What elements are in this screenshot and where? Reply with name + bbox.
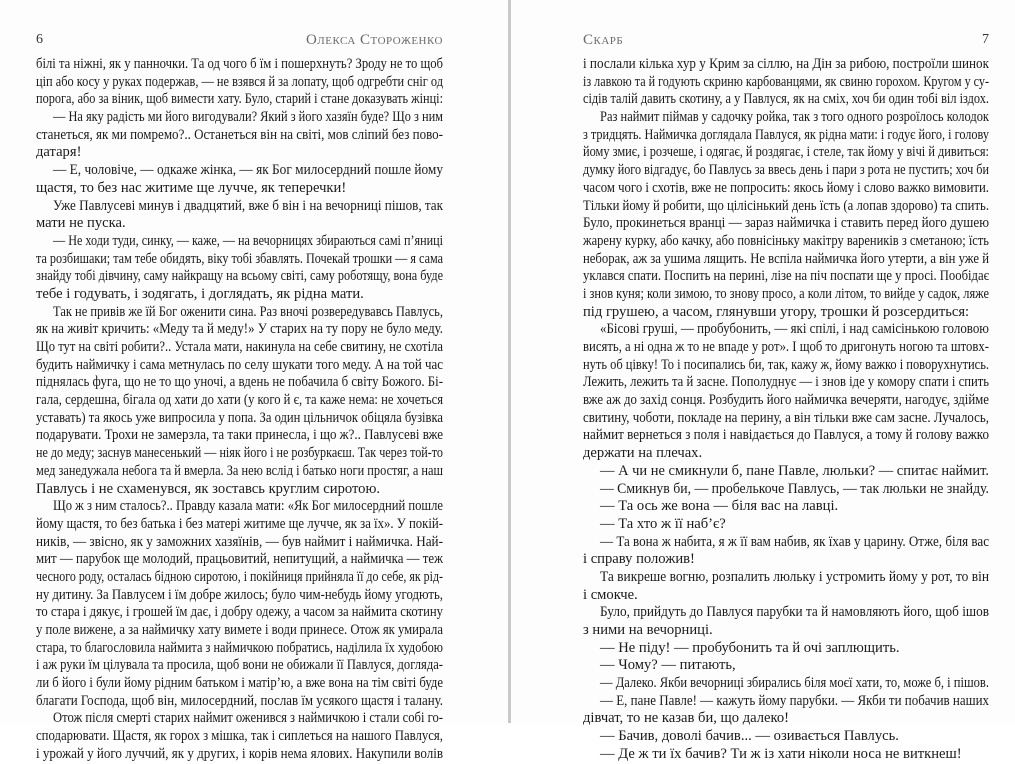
text-line: благати Господа, щоб він, милосердний, послав їм усякого щастя і талану. — [36, 692, 443, 709]
text-line: станеться, як ми помремо?.. Останеться він на світі, мов сліпий без пово- — [36, 126, 443, 143]
text-line: мит — парубок ще молодий, працьовитий, непитущий, а наймичка — теж — [36, 551, 443, 568]
text-line: Було, прокинеться вранці — зараз наймичка і ставить перед його душею — [583, 215, 989, 232]
text-line: під грушею, а часом, глянувши угору, трошки й розсердиться: — [583, 303, 970, 320]
story-title: Скарб — [583, 32, 624, 48]
text-line: — Бачив, доволі бачив... — озивається Павлусь. — [600, 728, 899, 745]
text-line: висять, а ні одна ж то не впаде у рот». І щоб то дригонуть ногою та штовх- — [583, 339, 989, 355]
text-line: сідів талій давить скотину, а у Павлуся, як на сміх, хоч би один тобі віл іздох. — [583, 91, 989, 108]
text-line: і знов куня; коли зимою, то знову просо, а коли літом, то вийде у садок, ляже — [583, 285, 989, 302]
text-line: і урожай у його луччий, як у других, і корів нема ялових. Накупили волів — [36, 745, 443, 762]
text-line: Отож після смерті старих наймит оженився з наймичкою і стали собі го- — [53, 710, 443, 727]
text-line: — Е, чоловіче, — одкаже жінка, — як Бог милосердний пошле йому — [53, 162, 443, 179]
text-line: Тільки йому й робити, що цілісінький день їсть (а лопав здорово) та спить. — [583, 197, 989, 214]
text-line: уклався спати. Поспить на перині, лізе на піч поспати ще у просі. Пообідає — [583, 268, 989, 285]
text-line: — Далеко. Якби вечорниці збирались біля моєї хати, то, може б, і пішов. — [600, 675, 989, 692]
text-line: держати на плечах. — [583, 445, 703, 462]
body-text-right — [583, 56, 989, 764]
text-line: стара, то благословила наймита з наймичкою побратись, наділила їх худобою — [36, 639, 443, 656]
text-line: — А чи не смикнули б, пане Павле, люльки? — спитає наймит. — [600, 462, 989, 479]
text-line: «Бісові груші, — пробубонить, — які спілі, і над самісінькою головою — [600, 321, 989, 338]
text-line: то стара і дякує, і грошей їм дає, і добру одежу, а часом за наймита скотину — [36, 604, 443, 621]
text-line: наймит вернеться з поля і навідається до Павлуся, а тому й голову важко — [583, 427, 989, 444]
text-line: жарену курку, або качку, або повнісіньку макітру вареників з сметаною; їсть — [583, 232, 989, 249]
text-line: — Та ось же вона — біля вас на лавці. — [600, 498, 839, 515]
text-line: з тридцять. Наймичка доглядала Павлуся, як рідна мати: і годує його, і голову — [583, 126, 989, 143]
text-line: ників, — звісно, як у заможних хазяїнів, — був наймит і наймичка. Най- — [36, 533, 443, 550]
text-line: мати не пуска. — [36, 215, 126, 232]
text-line: — Е, пане Павле! — кажуть йому парубки. — Якби ти побачив наших — [600, 692, 989, 709]
text-line: Так не привів же їй Бог оженити сина. Раз вночі розвередувавсь Павлусь, — [53, 303, 443, 320]
text-line: Було, прийдуть до Павлуся парубки та й намовляють його, щоб ішов — [600, 604, 989, 621]
text-line: будить наймичку і сама метнулась по селу шукати того меду. А на той час — [36, 356, 443, 373]
text-line: — Не піду! — пробубонить та й очі заплющить. — [600, 639, 900, 656]
text-line: датаря! — [36, 144, 82, 161]
text-line: піднялась фуга, що не то що уночі, а вдень не побачила б світу Божого. Бі- — [36, 374, 443, 391]
text-line: у поле вижене, а за наймичку хату вимете і води принесе. Отож як умирала — [36, 622, 443, 638]
text-line: знайду тобі дівчину, саму найкращу на всьому світі, саму роботящу, вона буде — [36, 268, 443, 285]
text-line: і послали кілька хур у Крим за сіллю, на Дін за рибою, построїли шинок — [583, 56, 989, 72]
text-line: йому щастя, то без батька і без матері житиме ще лучче, як за їх». У покій- — [36, 515, 443, 532]
text-line: та розбишаки; там тебе обидять, віку тобі збавлять. Почекай трошки — я сама — [36, 250, 443, 267]
body-text-left — [36, 56, 443, 764]
text-line: Що тут на світі робити?.. Устала мати, накинула на себе свитину, не схотіла — [36, 339, 443, 355]
text-line: і справу положив! — [583, 551, 695, 568]
right-page — [511, 0, 1015, 762]
text-line: із лавкою та й годують скриню карбованцями, як свиню горохом. Кругом у су- — [583, 73, 989, 90]
running-head-right — [583, 31, 989, 49]
text-line: свитину, чоботи, покладе на перину, а він тільки вже сам засне. Лучалось, — [583, 409, 989, 426]
text-line: — Де ж ти їх бачив? Ти ж із хати ніколи носа не виткнеш! — [600, 745, 962, 762]
text-line: нуть об цівку! То і посипались би, так, кажу ж, йому важко і поворухнутись. — [583, 356, 989, 373]
text-line: порога, або за віник, щоб вимести хату. Було, старий і стане доказувать жінці: — [36, 91, 443, 108]
text-line: ціп або косу у руках подержав, — не взявся й за лопату, щоб одгребти сніг од — [36, 73, 443, 90]
text-line: гала, сердешна, бігала од хати до хати (у кого й є, та каже нема: не хочеться — [36, 392, 443, 409]
text-line: чесного роду, осталась бідною сиротою, і покійниця прийняла її до себе, як рід- — [36, 568, 443, 585]
text-line: подарувати. Трохи не замерзла, та таки принесла, і що ж?.. Павлусеві вже — [36, 427, 443, 444]
text-line: ли б його і були йому рідним батьком і матір’ю, а вже вона на тім світі буде — [36, 675, 443, 692]
text-line: з ними на вечорниці. — [583, 622, 713, 638]
text-line: і смокче. — [583, 586, 638, 603]
text-line: мед занедужала небога та й вмерла. За нею вслід і батько ноги простяг, а наш — [36, 462, 443, 479]
text-line: дівчат, то не казав би, що далеко! — [583, 710, 790, 727]
text-line: як на живіт кричить: «Меду та й меду!» У старих на ту пору не було меду. — [36, 321, 443, 338]
left-page — [0, 0, 508, 762]
text-line: щастя, то без нас житиме ще лучче, як теперечки! — [36, 179, 347, 196]
text-line: часом чого і схотів, вже не попросить: якось йому і слово важко вимовити. — [583, 179, 989, 196]
text-line: Уже Павлусеві минув і двадцятий, вже б він і на вечорниці пішов, так — [53, 197, 443, 214]
text-line: — Та вона ж набита, я ж її вам набив, як їхав у царину. Отже, біля вас — [600, 533, 989, 550]
running-head-left — [36, 31, 443, 49]
text-line: неборак, аж за ушима лящить. Не вспіла наймичка його утерти, а він уже й — [583, 250, 989, 267]
text-line: вже аж до захід сонця. Розбудить його наймичка вечеряти, нагодує, здійме — [583, 392, 989, 409]
text-line: тебе і годувать, і зодягать, і доглядать, як рідна мати. — [36, 285, 364, 302]
text-line: Та викреше вогню, розпалить люльку і устромить йому у рот, то він — [600, 568, 989, 585]
text-line: ну дитину. За Павлусем і їм добре жилось; було чим-небудь йому угодють, — [36, 586, 443, 603]
page-number: 7 — [982, 32, 989, 47]
text-line: Що ж з ним сталось?.. Правду казала мати: «Як Бог милосердний пошле — [53, 498, 443, 515]
text-line: — Чому? — питають, — [600, 657, 736, 674]
text-line: думку його відгадує, бо Павлусь за ввесь день і пари з рота не пустить; хоч би — [583, 162, 989, 179]
text-line: уставать) та якось уже випросила у попа. За один цільничок обіцяла бузівка — [36, 409, 443, 426]
text-line: Павлусь і не схаменувся, як зоставсь круглим сиротою. — [36, 480, 381, 497]
text-line: йому змиє, і розчеше, і одягає, й роздягає, і стеле, так йому у вічі й дивиться: — [583, 144, 989, 161]
text-line: не до меду; заснув манесенький — ніяк його і не розбуркаєш. Так через той-то — [36, 445, 443, 462]
text-line: — Смикнув би, — пробелькоче Павлусь, — так люльки не знайду. — [600, 480, 989, 497]
text-line: — Та хто ж її наб’є? — [600, 515, 726, 532]
text-line: — На яку радість ми його вигодували? Який з його хазяїн буде? Що з ним — [53, 109, 443, 126]
text-line: білі та ніжні, як у панночки. Та од чого б їм і пошерхнуть? Зроду не то щоб — [36, 56, 443, 72]
author-name: Олекса Стороженко — [305, 32, 443, 48]
text-line: Лежить, лежить та й засне. Пополуднує — і знов іде у комору спати і спить — [583, 374, 989, 391]
text-line: Раз наймит піймав у садочку ройка, так з того одного розроїлось колодок — [600, 109, 989, 126]
text-line: — Не ходи туди, синку, — каже, — на вечорницях збираються самі п’яниці — [53, 232, 443, 249]
page-number: 6 — [36, 32, 43, 47]
text-line: і аж руки їм цілувала та просила, щоб вони не обижали її Павлуся, догляда- — [36, 657, 443, 674]
text-line: сподарювати. Щастя, як горох з мішка, так і сиплеться на нашого Павлуся, — [36, 728, 443, 745]
